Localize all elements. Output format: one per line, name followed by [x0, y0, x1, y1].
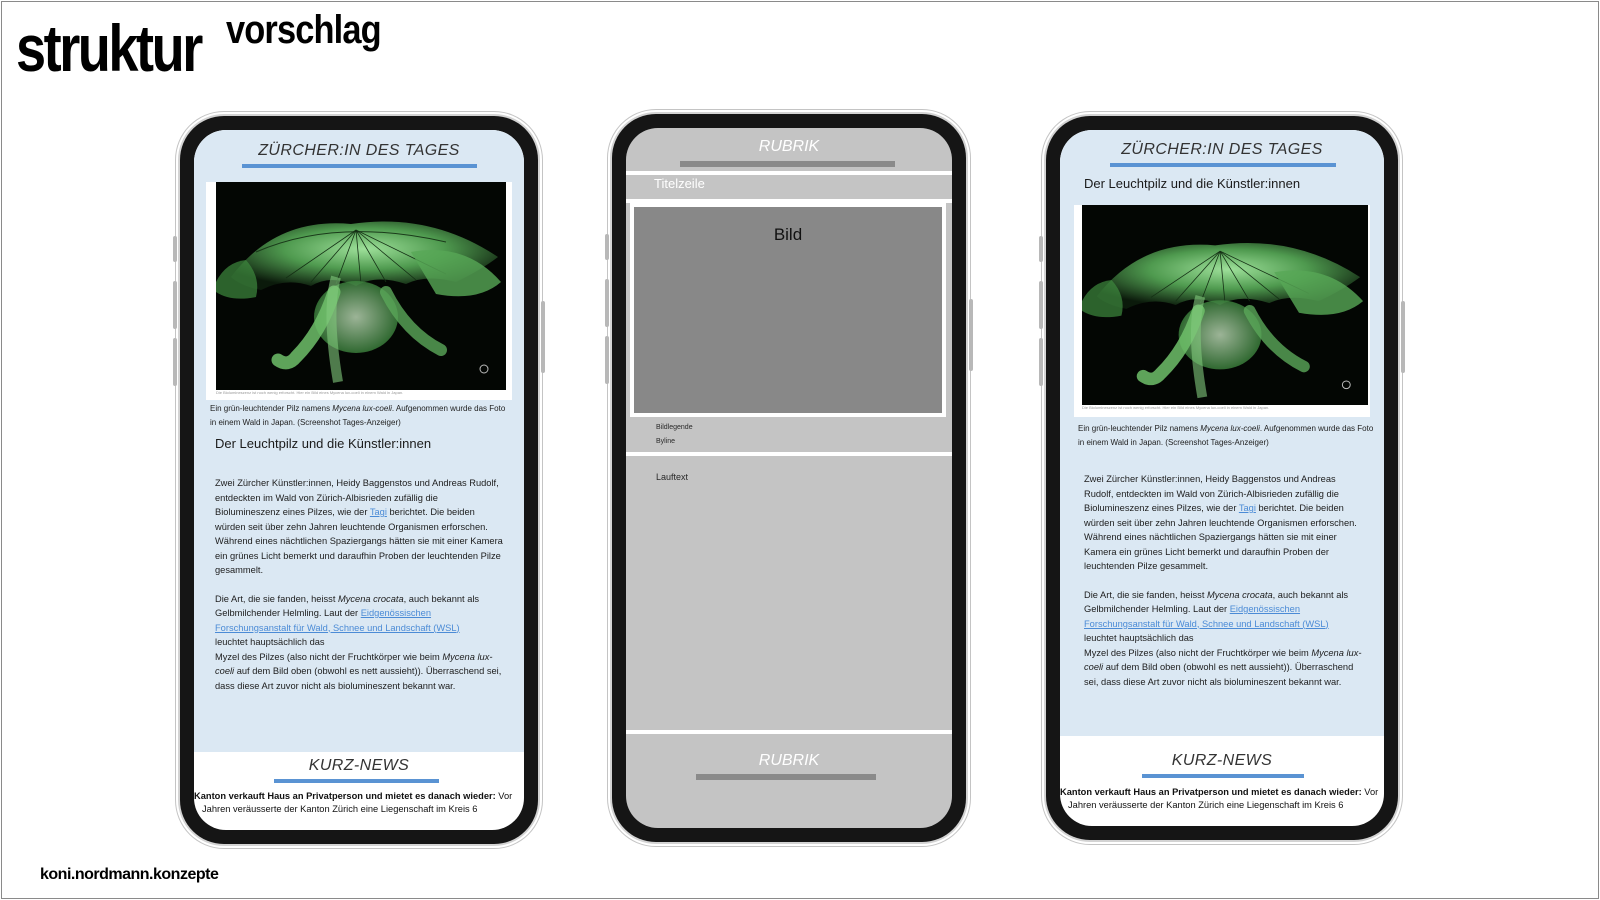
- wsl-link[interactable]: Eidgenössischen Forschungsanstalt für Wald, Schnee und Landschaft (WSL): [1084, 604, 1329, 629]
- wire-lauftext: Lauftext: [656, 472, 689, 482]
- article-photo[interactable]: Die Biolumineszenz ist noch wenig erforscht. Hier ein Bild eines Mycena lux-coeli in einem Wald in Japan.: [206, 182, 512, 400]
- section-title: ZÜRCHER:IN DES TAGES: [1121, 141, 1323, 158]
- slide-title: struktur: [16, 11, 201, 85]
- news-item-line2: Jahren veräusserte der Kanton Zürich eine Liegenschaft im Kreis 6: [202, 804, 478, 814]
- photo-caption: Ein grün-leuchtender Pilz namens Mycena lux-coeli. Aufgenommen wurde das Foto in einem Wald in Japan. (Screenshot Tages-Anzeiger): [210, 404, 506, 427]
- news-item-line2: Jahren veräusserte der Kanton Zürich eine Liegenschaft im Kreis 6: [1068, 800, 1344, 810]
- wireframe-screen: [626, 128, 952, 828]
- wire-titelzeile: Titelzeile: [654, 176, 705, 191]
- article-screen[interactable]: [194, 130, 524, 830]
- section-underline: [1110, 163, 1336, 167]
- tagi-link[interactable]: Tagi: [1238, 503, 1256, 513]
- wire-bild: Bild: [630, 203, 946, 417]
- news-underline: [274, 779, 439, 783]
- article-body: Zwei Zürcher Künstler:innen, Heidy Baggenstos und Andreas Rudolf, entdeckten im Wald von Zürich-Albisrieden zufällig die Biolumineszenz eines Pilzes, wie der Tagi berichtet. Die beiden würden seit über zehn Jahren leuchtende Organismen erforschen. Während eines nächtlichen Spaziergangs hätten sie mit einer Kamera ein grünes Licht bemerkt und daraufhin Proben der leuchtenden Pilze gesammelt. Die Art, die sie fanden, heisst Mycena crocata, auch bekannt als Gelbmilchender Helmling. Laut der Eidgenössischen Forschungsanstalt für Wald, Schnee und Landschaft (WSL) leuchtet hauptsächlich das Myzel des Pilzes (also nicht der Fruchtkörper wie beim Mycena lux-coeli auf dem Bild oben (obwohl es nett aussieht)). Überraschend sei, dass diese Art zuvor nicht als biolumineszent bekannt war.: [1084, 474, 1362, 687]
- footer-brand: koni.nordmann.konzepte: [40, 866, 219, 883]
- phone-mockup-left: [180, 116, 538, 844]
- article-screen-alt[interactable]: [1060, 130, 1384, 826]
- photo-caption: Ein grün-leuchtender Pilz namens Mycena lux-coeli. Aufgenommen wurde das Foto in einem Wald in Japan. (Screenshot Tages-Anzeiger): [1078, 424, 1374, 447]
- phone-mockup-center: [612, 114, 966, 842]
- news-underline: [1142, 774, 1304, 778]
- section-underline: [242, 164, 477, 168]
- wire-rubrik-top: RUBRIK: [758, 138, 820, 155]
- wire-byline: Byline: [656, 438, 676, 445]
- news-item[interactable]: Kanton verkauft Haus an Privatperson und mietet es danach wieder: Vor: [1060, 787, 1379, 797]
- tagi-link[interactable]: Tagi: [369, 507, 387, 517]
- article-body: Zwei Zürcher Künstler:innen, Heidy Baggenstos und Andreas Rudolf, entdeckten im Wald von Zürich-Albisrieden zufällig die Biolumineszenz eines Pilzes, wie der Tagi berichtet. Die beiden würden seit über zehn Jahren leuchtende Organismen erforschen. Während eines nächtlichen Spaziergangs hätten sie mit einer Kamera ein grünes Licht bemerkt und daraufhin Proben der leuchtenden Pilze gesammelt. Die Art, die sie fanden, heisst Mycena crocata, auch bekannt als Gelbmilchender Helmling. Laut der Eidgenössischen Forschungsanstalt für Wald, Schnee und Landschaft (WSL) leuchtet hauptsächlich das Myzel des Pilzes (also nicht der Fruchtkörper wie beim Mycena lux-coeli auf dem Bild oben (obwohl es nett aussieht)). Überraschend sei, dass diese Art zuvor nicht als biolumineszent bekannt war.: [215, 478, 503, 691]
- slide-subtitle: vorschlag: [226, 8, 381, 52]
- section-title: ZÜRCHER:IN DES TAGES: [258, 142, 460, 159]
- wire-rubrik-bar-top: [680, 161, 895, 167]
- news-section-title: KURZ-NEWS: [308, 757, 410, 774]
- phone-mockup-right: [1046, 116, 1398, 840]
- news-item[interactable]: Kanton verkauft Haus an Privatperson und mietet es danach wieder: Vor: [194, 791, 513, 801]
- mushroom-image: [1082, 205, 1368, 405]
- wire-rubrik-bar-bottom: [696, 774, 876, 780]
- wsl-link[interactable]: Eidgenössischen Forschungsanstalt für Wald, Schnee und Landschaft (WSL): [215, 608, 460, 633]
- mushroom-image: [216, 182, 506, 390]
- wire-rubrik-bottom: RUBRIK: [758, 752, 820, 769]
- article-headline: Der Leuchtpilz und die Künstler:innen: [215, 436, 432, 451]
- article-headline: Der Leuchtpilz und die Künstler:innen: [1084, 176, 1301, 191]
- wire-bildlegende: Bildlegende: [656, 424, 693, 431]
- news-section-title: KURZ-NEWS: [1171, 752, 1273, 769]
- article-photo[interactable]: Die Biolumineszenz ist noch wenig erforscht. Hier ein Bild eines Mycena lux-coeli in einem Wald in Japan.: [1074, 205, 1370, 417]
